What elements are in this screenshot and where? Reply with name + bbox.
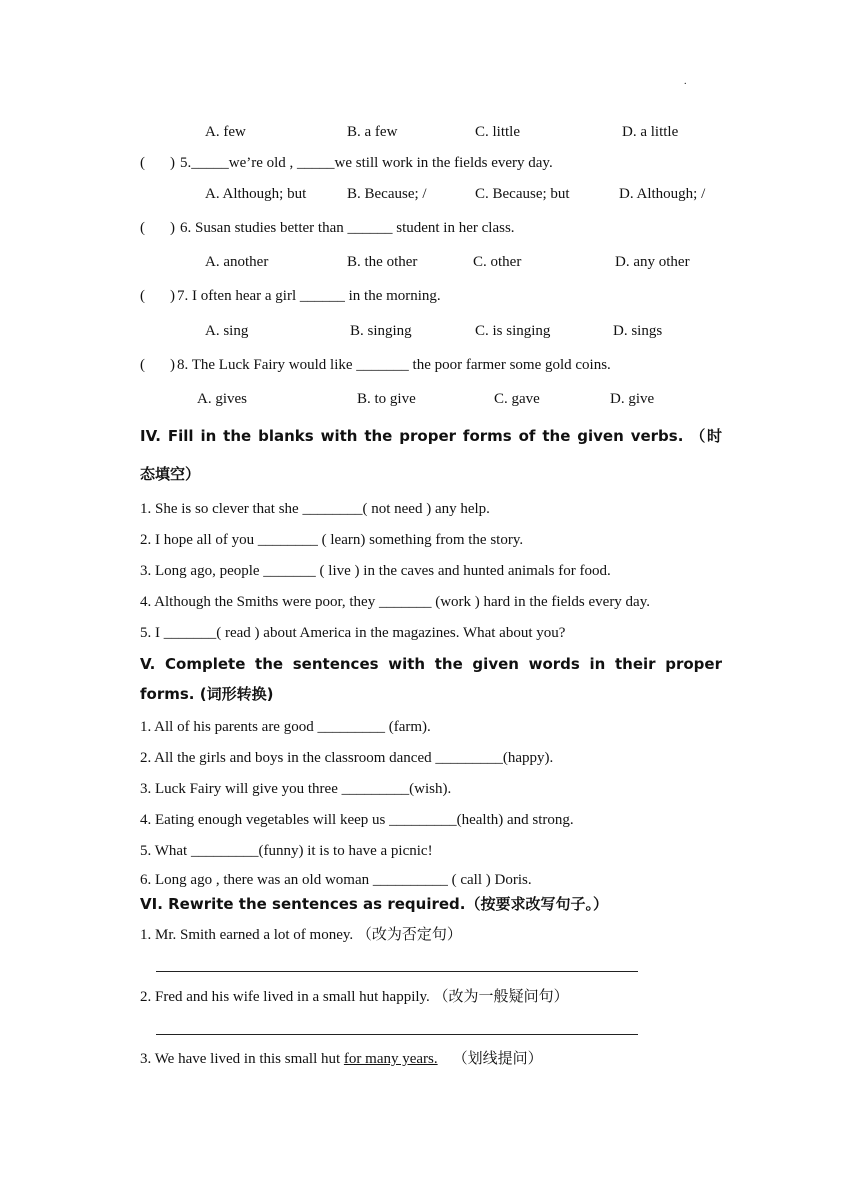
answer-paren-open: ( [140, 288, 145, 304]
answer-paren-close: ) [170, 155, 175, 171]
question-text: 5._____we’re old , _____we still work in the fields every day. [180, 155, 553, 171]
option-b: B. the other [347, 254, 418, 270]
section-heading-continued: forms. (词形转换) [140, 685, 274, 703]
question-text: 6. Susan studies better than ______ student in her class. [180, 220, 515, 236]
section-heading: V. Complete the sentences with the given words in their proper [140, 655, 722, 673]
rewrite-item [140, 1050, 543, 1068]
answer-paren-open: ( [140, 155, 145, 171]
option-a: A. sing [205, 323, 249, 339]
option-c: C. other [473, 254, 522, 270]
question-text: 7. I often hear a girl ______ in the morning. [177, 288, 441, 304]
section-heading: IV. Fill in the blanks with the proper forms of the given verbs. （时 [140, 427, 722, 445]
underlined-phrase: for many years. [343, 1051, 438, 1067]
answer-line [156, 1034, 638, 1035]
rewrite-item: 1. Mr. Smith earned a lot of money. （改为否定句） [140, 927, 462, 943]
question-text: 8. The Luck Fairy would like _______ the poor farmer some gold coins. [177, 357, 611, 373]
word-form-item: 5. What _________(funny) it is to have a picnic! [140, 843, 433, 859]
option-c: C. Because; but [475, 186, 570, 202]
option-b: B. a few [347, 124, 398, 140]
option-b: B. Because; / [347, 186, 427, 202]
option-a: A. Although; but [205, 186, 307, 202]
word-form-item: 6. Long ago , there was an old woman __________ ( call ) Doris. [140, 872, 532, 888]
blank-item: 2. I hope all of you ________ ( learn) something from the story. [140, 532, 524, 548]
answer-line [156, 971, 638, 972]
option-a: A. gives [197, 391, 247, 407]
answer-paren-close: ) [170, 220, 175, 236]
option-d: D. sings [613, 323, 663, 339]
option-d: D. any other [615, 254, 690, 270]
option-c: C. gave [494, 391, 540, 407]
option-d: D. give [610, 391, 655, 407]
option-a: A. few [205, 124, 246, 140]
option-c: C. is singing [475, 323, 551, 339]
blank-item: 1. She is so clever that she ________( not need ) any help. [140, 501, 490, 517]
rewrite-text: 3. We have lived in this small hut [140, 1051, 344, 1067]
answer-paren-open: ( [140, 357, 145, 373]
blank-item: 4. Although the Smiths were poor, they _______ (work ) hard in the fields every day. [140, 594, 650, 610]
option-b: B. singing [350, 323, 412, 339]
answer-paren-close: ) [170, 357, 175, 373]
word-form-item: 3. Luck Fairy will give you three _________(wish). [140, 781, 452, 797]
word-form-item: 2. All the girls and boys in the classroom danced _________(happy). [140, 750, 554, 766]
blank-item: 5. I _______( read ) about America in the magazines. What about you? [140, 625, 566, 641]
rewrite-item: 2. Fred and his wife lived in a small hut happily. （改为一般疑问句） [140, 989, 569, 1005]
answer-paren-open: ( [140, 220, 145, 236]
option-d: D. Although; / [619, 186, 706, 202]
option-b: B. to give [357, 391, 416, 407]
word-form-item: 4. Eating enough vegetables will keep us _________(health) and strong. [140, 812, 574, 828]
option-d: D. a little [622, 124, 679, 140]
answer-paren-close: ) [170, 288, 175, 304]
page-marker: . [684, 76, 687, 87]
word-form-item: 1. All of his parents are good _________ (farm). [140, 719, 431, 735]
rewrite-instruction: （划线提问） [437, 1051, 543, 1067]
option-c: C. little [475, 124, 520, 140]
section-heading-continued: 态填空） [140, 465, 201, 483]
blank-item: 3. Long ago, people _______ ( live ) in the caves and hunted animals for food. [140, 563, 611, 579]
section-heading: VI. Rewrite the sentences as required.（按要求改写句子。） [140, 895, 608, 913]
option-a: A. another [205, 254, 269, 270]
